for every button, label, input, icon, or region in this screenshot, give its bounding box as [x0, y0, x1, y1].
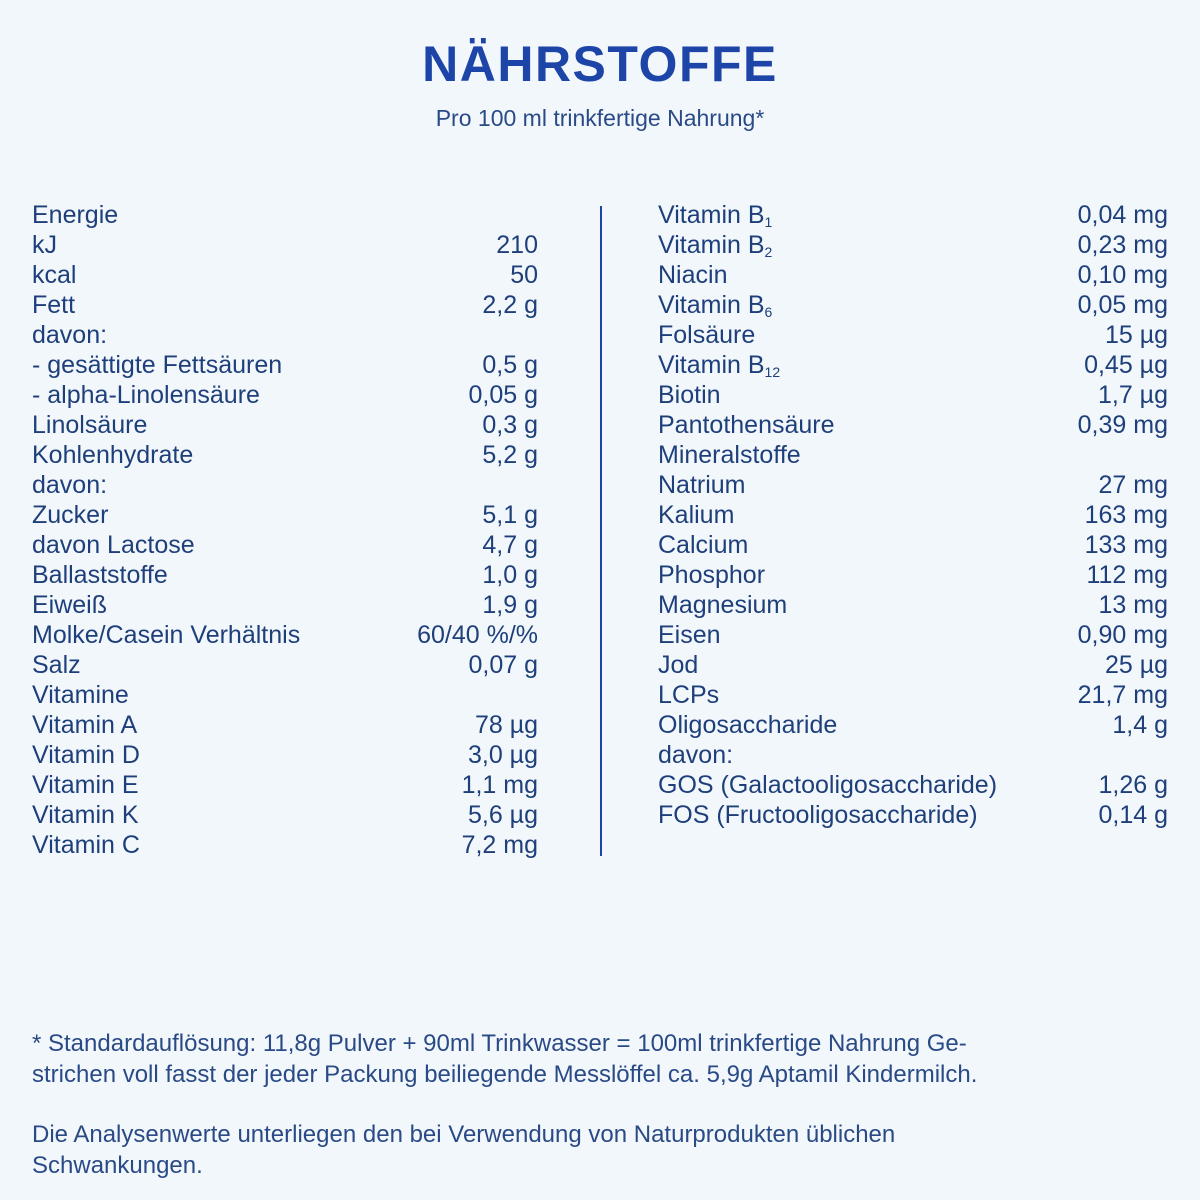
nutrient-label: Salz [32, 651, 81, 679]
nutrient-value: 1,26 g [1098, 771, 1168, 799]
footnote-standard [32, 1028, 1152, 1090]
nutrient-label: Vitamin E [32, 771, 139, 799]
nutrient-value: 21,7 mg [1077, 681, 1168, 709]
nutrient-row [658, 530, 1168, 560]
page-title: NÄHRSTOFFE [422, 36, 778, 92]
nutrient-value: 0,23 mg [1077, 231, 1168, 259]
nutrient-label: Vitamine [32, 681, 129, 709]
nutrient-label: Jod [658, 651, 699, 679]
nutrient-row [658, 350, 1168, 380]
nutrient-value: 50 [510, 261, 538, 289]
nutrient-label: Vitamin $B_6$ [658, 291, 773, 320]
nutrient-row [658, 200, 1168, 230]
nutrient-row [32, 290, 538, 320]
nutrient-label: kcal [32, 261, 77, 289]
nutrient-value: 3,0 µg [467, 741, 538, 769]
nutrient-value: 0,10 mg [1077, 261, 1168, 289]
nutrient-row [32, 320, 538, 350]
nutrient-label-subscript: 2 [764, 244, 773, 260]
nutrient-label: Natrium [658, 471, 746, 499]
nutrient-value: 1,1 mg [461, 771, 538, 799]
nutrient-label: Molke/Casein Verhältnis [32, 621, 301, 649]
nutrient-label: Magnesium [658, 591, 788, 619]
nutrient-label: GOS (Galactooligosaccharide) [658, 771, 998, 799]
nutrient-label: Linolsäure [32, 411, 148, 439]
nutrient-row [32, 260, 538, 290]
nutrient-value: 2,2 g [482, 291, 538, 319]
nutrient-label: Pantothensäure [658, 411, 835, 439]
nutrient-label: Phosphor [658, 561, 766, 589]
nutrient-row [658, 230, 1168, 260]
nutrient-row [658, 470, 1168, 500]
nutrient-row [658, 290, 1168, 320]
nutrient-row [658, 500, 1168, 530]
nutrient-label: Vitamin $B_2$ [658, 231, 773, 260]
nutrient-value: 133 mg [1084, 531, 1168, 559]
nutrient-row [32, 770, 538, 800]
nutrient-value: 0,04 mg [1077, 201, 1168, 229]
nutrient-label: Folsäure [658, 321, 756, 349]
nutrient-row [32, 230, 538, 260]
nutrient-label: Eiweiß [32, 591, 108, 619]
nutrient-value: 13 mg [1098, 591, 1168, 619]
nutrient-label: Calcium [658, 531, 749, 559]
nutrient-row [658, 560, 1168, 590]
nutrient-row [658, 590, 1168, 620]
nutrient-value: 7,2 mg [461, 831, 538, 859]
nutrient-row [658, 740, 1168, 770]
nutrient-label: - alpha-Linolensäure [32, 381, 260, 409]
footnote-standard-line-2: strichen voll fasst der jeder Packung beiliegende Messlöffel ca. 5,9g Aptamil Kindermilch. [32, 1061, 978, 1088]
nutrient-row [32, 410, 538, 440]
nutrient-label: Kalium [658, 501, 735, 529]
nutrient-value: 1,9 g [482, 591, 538, 619]
nutrient-label-subscript: 6 [764, 304, 773, 320]
column-divider [600, 206, 602, 856]
nutrient-value: 210 [496, 231, 538, 259]
nutrient-label: FOS (Fructooligosaccharide) [658, 801, 978, 829]
nutrient-label: Vitamin $B_1$ [658, 201, 773, 230]
nutrient-value: 4,7 g [482, 531, 538, 559]
nutrient-label-subscript: 1 [764, 214, 773, 230]
nutrient-label: Oligosaccharide [658, 711, 838, 739]
nutrient-value: 1,4 g [1112, 711, 1168, 739]
nutrient-row [658, 770, 1168, 800]
nutrient-label: Ballaststoffe [32, 561, 168, 589]
nutrient-value: 27 mg [1098, 471, 1168, 499]
nutrient-value: 0,05 g [468, 381, 538, 409]
nutrient-row [32, 560, 538, 590]
nutrient-label: LCPs [658, 681, 720, 709]
nutrient-row [32, 350, 538, 380]
nutrient-label: davon Lactose [32, 531, 195, 559]
nutrient-table-right [658, 200, 1168, 830]
nutrient-value: 60/40 %/% [417, 621, 538, 649]
nutrient-label: Energie [32, 201, 119, 229]
nutrient-row [658, 650, 1168, 680]
nutrient-label: Eisen [658, 621, 721, 649]
nutrient-label: kJ [32, 231, 57, 259]
nutrient-value: 5,2 g [482, 441, 538, 469]
nutrient-label-subscript: 12 [764, 364, 781, 380]
nutrient-value: 112 mg [1086, 561, 1168, 589]
nutrient-table-left [32, 200, 538, 860]
nutrient-row [658, 260, 1168, 290]
nutrient-row [32, 200, 538, 230]
nutrient-label: Vitamin D [32, 741, 140, 769]
nutrient-label: davon: [32, 321, 108, 349]
nutrient-value: 163 mg [1084, 501, 1168, 529]
nutrient-label: Niacin [658, 261, 728, 289]
footnote-analysis-line-1: Die Analysenwerte unterliegen den bei Verwendung von Naturprodukten üblichen [32, 1121, 896, 1148]
nutrient-label: Fett [32, 291, 76, 319]
nutrient-value: 0,07 g [468, 651, 538, 679]
nutrient-label: Vitamin A [32, 711, 138, 739]
nutrient-row [32, 620, 538, 650]
nutrient-label: davon: [658, 741, 734, 769]
nutrient-row [32, 590, 538, 620]
nutrient-row [32, 710, 538, 740]
nutrient-label: Zucker [32, 501, 109, 529]
nutrient-row [658, 320, 1168, 350]
nutrient-row [658, 410, 1168, 440]
nutrient-value: 1,7 µg [1097, 381, 1168, 409]
nutrient-row [658, 440, 1168, 470]
nutrient-label: Kohlenhydrate [32, 441, 194, 469]
nutrient-label: Vitamin C [32, 831, 140, 859]
nutrient-value: 1,0 g [482, 561, 538, 589]
nutrient-label: Mineralstoffe [658, 441, 801, 469]
nutrient-label: Biotin [658, 381, 721, 409]
nutrient-label: - gesättigte Fettsäuren [32, 351, 283, 379]
nutrient-label: davon: [32, 471, 108, 499]
nutrient-label: Vitamin K [32, 801, 139, 829]
nutrient-value: 0,90 mg [1077, 621, 1168, 649]
nutrient-row [32, 500, 538, 530]
nutrient-value: 0,14 g [1098, 801, 1168, 829]
nutrient-row [32, 680, 538, 710]
footnote-analysis [32, 1119, 1152, 1181]
nutrient-value: 0,5 g [482, 351, 538, 379]
nutrient-value: 0,39 mg [1077, 411, 1168, 439]
nutrient-value: 0,45 µg [1084, 351, 1168, 379]
nutrient-row [658, 710, 1168, 740]
nutrient-row [658, 680, 1168, 710]
nutrient-row [32, 440, 538, 470]
page-subtitle: Pro 100 ml trinkfertige Nahrung* [435, 105, 765, 131]
nutrient-value: 5,1 g [482, 501, 538, 529]
nutrient-value: 0,05 mg [1077, 291, 1168, 319]
nutrient-row [32, 800, 538, 830]
nutrient-value: 78 µg [474, 711, 538, 739]
nutrient-row [32, 470, 538, 500]
nutrient-value: 5,6 µg [467, 801, 538, 829]
nutrient-row [32, 740, 538, 770]
footnote-standard-line-1: * Standardauflösung: 11,8g Pulver + 90ml Trinkwasser = 100ml trinkfertige Nahrung Ge- [32, 1030, 967, 1057]
footnote-analysis-line-2: Schwankungen. [32, 1152, 203, 1179]
nutrient-row [658, 620, 1168, 650]
nutrient-row [32, 650, 538, 680]
nutrient-row [32, 380, 538, 410]
nutrient-row [32, 830, 538, 860]
nutrient-label: Vitamin $B_{12}$ [658, 351, 781, 380]
nutrient-value: 25 µg [1104, 651, 1168, 679]
nutrient-value: 15 µg [1104, 321, 1168, 349]
nutrient-row [658, 380, 1168, 410]
nutrient-row [658, 800, 1168, 830]
nutrient-row [32, 530, 538, 560]
nutrient-value: 0,3 g [482, 411, 538, 439]
